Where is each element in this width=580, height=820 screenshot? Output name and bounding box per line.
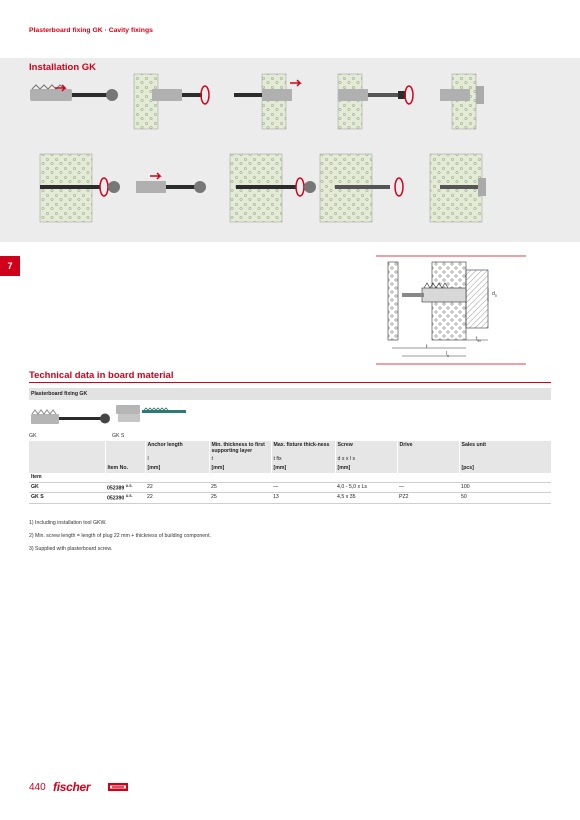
table-subtitle: Plasterboard fixing GK [29, 388, 551, 400]
symbol-screw: d s x l s [335, 455, 397, 464]
footnote-3: 3) Supplied with plasterboard screw. [29, 546, 113, 552]
table-unit-row [29, 464, 551, 473]
brand-name: fischer [53, 780, 91, 794]
product-photo-gk [29, 408, 113, 430]
dim-label-d0: $d_0$ [492, 291, 497, 299]
cell-max-fixture: — [271, 482, 335, 493]
cell-drive: — [397, 482, 459, 493]
cell-item-no: 052390 $^{U.S.}$ [105, 493, 145, 504]
section-divider [29, 382, 551, 383]
symbol-l: l [145, 455, 209, 464]
step-2-anchor-screw-in [152, 86, 209, 104]
installation-title: Installation GK [29, 62, 97, 73]
step-2-board [134, 74, 158, 129]
cell-item-no: 052389 $^{U.S.}$ [105, 482, 145, 493]
item-label: Item [29, 473, 105, 482]
page-number: 440 [29, 782, 46, 793]
cell-max-fixture: 13 [271, 493, 335, 504]
dim-label-ls: $l_s$ [446, 351, 449, 359]
unit-sales: [pcs] [459, 464, 551, 473]
product-caption-gk: GK [29, 433, 37, 439]
cell-sales-unit: 100 [459, 482, 551, 493]
step-7-anchor-tool [136, 173, 206, 193]
dim-label-t: t [426, 344, 428, 350]
step-4-board [338, 74, 362, 129]
unit-t: [mm] [209, 464, 271, 473]
chapter-tab: 7 [0, 256, 20, 276]
footnote-1: 1) Including installation tool GKW. [29, 520, 107, 526]
cell-item: GK [29, 482, 105, 493]
header-screw: Screw [335, 441, 397, 455]
step-5-board [452, 74, 476, 129]
symbol-tfix: t fix [271, 455, 335, 464]
table-item-label-row [29, 473, 551, 482]
header-sales-unit: Sales unit [459, 441, 551, 455]
table-row [29, 482, 551, 493]
header-anchor-length: Anchor length [145, 441, 209, 455]
table-header-row [29, 441, 551, 455]
fischer-logo-icon [108, 783, 128, 791]
cell-screw: 4,0 - 5,0 x Ls [335, 482, 397, 493]
unit-tfix: [mm] [271, 464, 335, 473]
cell-min-thickness: 25 [209, 493, 271, 504]
footnote-2: 2) Min. screw length = length of plug 22 mm + thickness of building component. [29, 533, 211, 539]
step-3-board [262, 74, 286, 129]
cell-drive: PZ2 [397, 493, 459, 504]
header-item-no: Item No. [105, 464, 145, 473]
installation-steps-illustration [0, 58, 580, 242]
product-caption-gk-s: GK S [112, 433, 125, 439]
table-row [29, 493, 551, 504]
step-1-anchor-insert [30, 85, 118, 101]
cell-screw: 4,5 x 35 [335, 493, 397, 504]
unit-screw: [mm] [335, 464, 397, 473]
header-max-fixture: Max. fixture thick-ness [271, 441, 335, 455]
cell-sales-unit: 50 [459, 493, 551, 504]
header-min-thickness: Min. thickness to first supporting layer [209, 441, 271, 455]
symbol-t: t [209, 455, 271, 464]
unit-l: [mm] [145, 464, 209, 473]
cell-anchor-length: 22 [145, 482, 209, 493]
page-header-title: Plasterboard fixing GK · Cavity fixings [29, 27, 153, 34]
technical-data-table [29, 441, 551, 504]
product-photo-gk-s [114, 402, 190, 426]
cell-anchor-length: 22 [145, 493, 209, 504]
table-symbol-row [29, 455, 551, 464]
header-drive: Drive [397, 441, 459, 455]
cell-item: GK S [29, 493, 105, 504]
dim-label-tfix: $t_{fix}$ [476, 336, 481, 344]
cell-min-thickness: 25 [209, 482, 271, 493]
technical-data-title: Technical data in board material [29, 370, 174, 381]
